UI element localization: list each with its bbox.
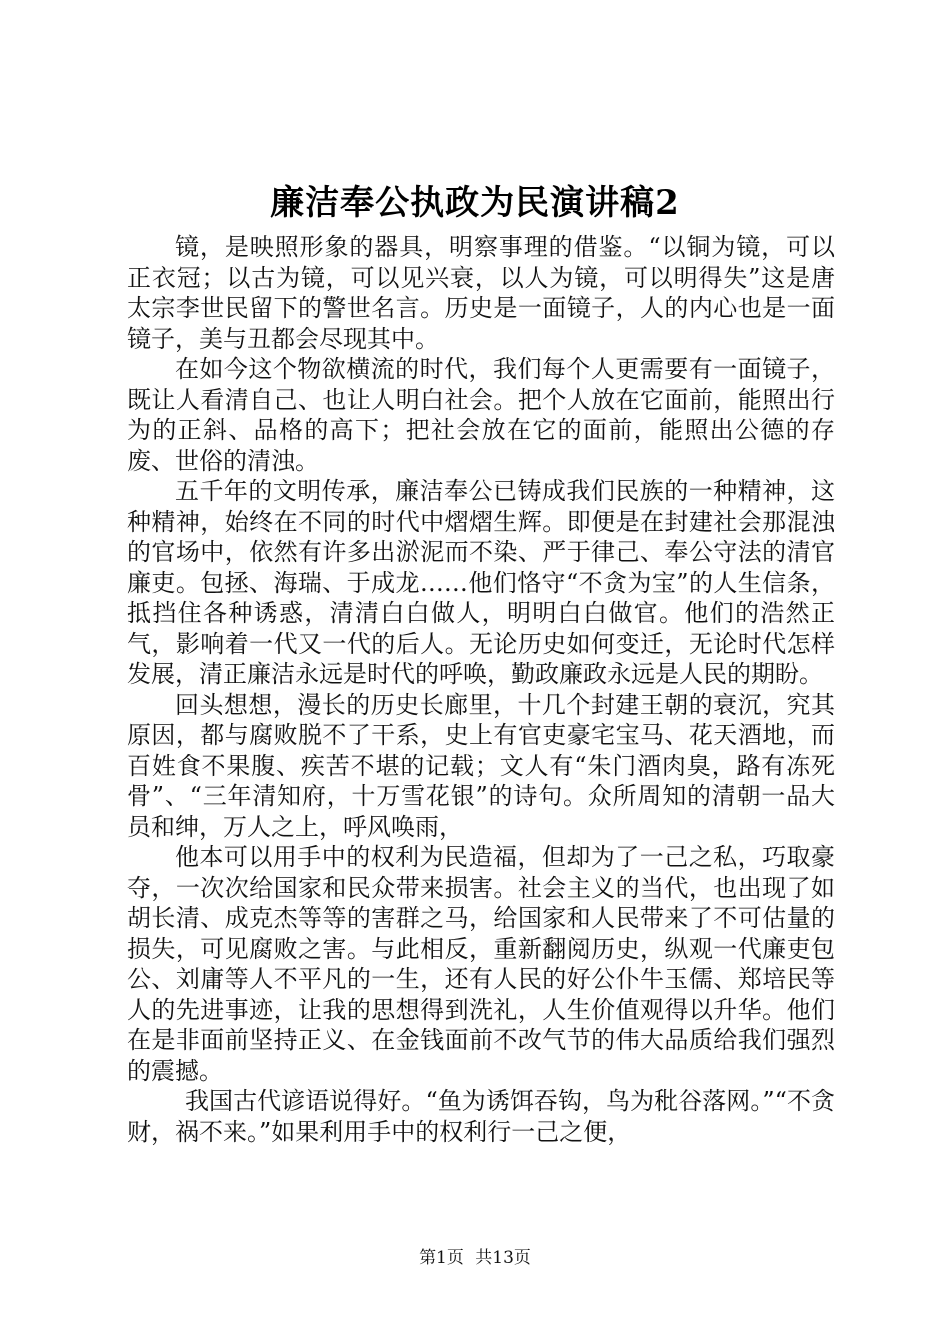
paragraph-4: 回头想想，漫长的历史长廊里，十几个封建王朝的衰沉，究其原因，都与腐败脱不了干系，史上有官吏豪宅宝马、花天酒地，而百姓食不果腹、疾苦不堪的记载；文人有“朱门酒肉臭，路有冻死骨”、“三年清知府，十万雪花银”的诗句。众所周知的清朝一品大员和绅，万人之上，呼风唤雨， bbox=[127, 690, 835, 841]
paragraph-6: 我国古代谚语说得好。“鱼为诱饵吞钩，鸟为秕谷落网。”“不贪财，祸不来。”如果利用手中的权利行一己之便， bbox=[127, 1087, 835, 1146]
page-footer bbox=[0, 1243, 950, 1268]
paragraph-1: 镜，是映照形象的器具，明察事理的借鉴。“以铜为镜，可以正衣冠；以古为镜，可以见兴衰，以人为镜，可以明得失”这是唐太宗李世民留下的警世名言。历史是一面镜子，人的内心也是一面镜子，美与丑都会尽现其中。 bbox=[127, 233, 835, 353]
paragraph-5: 他本可以用手中的权利为民造福，但却为了一己之私，巧取豪夺，一次次给国家和民众带来损害。社会主义的当代，也出现了如胡长清、成克杰等等的害群之马，给国家和人民带来了不可估量的损失，可见腐败之害。与此相反，重新翻阅历史，纵观一代廉吏包公、刘庸等人不平凡的一生，还有人民的好公仆牛玉儒、郑培民等人的先进事迹，让我的思想得到洗礼，人生价值观得以升华。他们在是非面前坚持正义、在金钱面前不改气节的伟大品质给我们强烈的震撼。 bbox=[127, 843, 835, 1085]
paragraph-3: 五千年的文明传承，廉洁奉公已铸成我们民族的一种精神，这种精神，始终在不同的时代中熠熠生辉。即便是在封建社会那混浊的官场中，依然有许多出淤泥而不染、严于律己、奉公守法的清官廉吏。包拯、海瑞、于成龙……他们恪守“不贪为宝”的人生信条，抵挡住各种诱惑，清清白白做人，明明白白做官。他们的浩然正气，影响着一代又一代的后人。无论历史如何变迁，无论时代怎样发展，清正廉洁永远是时代的呼唤，勤政廉政永远是人民的期盼。 bbox=[127, 477, 835, 688]
page-total: 共13页 bbox=[475, 1248, 531, 1268]
page-number: 第1页 bbox=[419, 1248, 464, 1268]
document-body bbox=[127, 232, 835, 1147]
document-title: 廉洁奉公执政为民演讲稿2 bbox=[270, 183, 680, 223]
paragraph-2: 在如今这个物欲横流的时代，我们每个人更需要有一面镜子，既让人看清自己、也让人明白社会。把个人放在它面前，能照出行为的正斜、品格的高下；把社会放在它的面前，能照出公德的存废、世俗的清浊。 bbox=[127, 355, 835, 475]
